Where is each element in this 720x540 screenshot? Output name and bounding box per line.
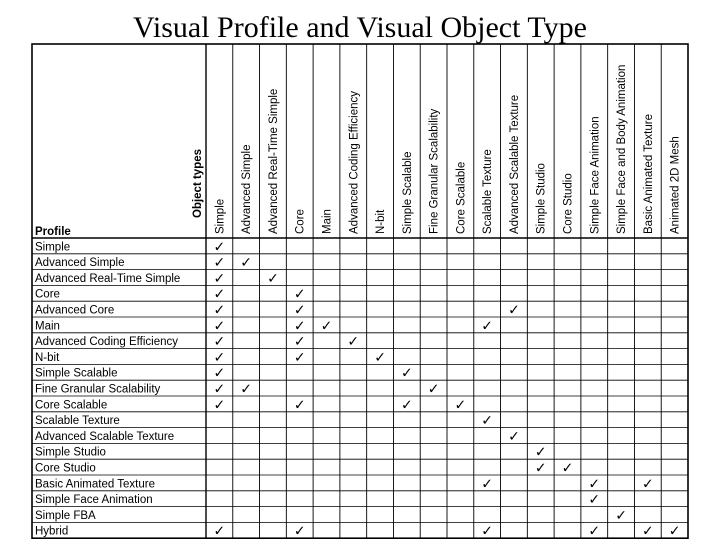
check-mark: ✓ — [213, 302, 226, 319]
row-profile-label: Advanced Real-Time Simple — [35, 272, 181, 285]
check-mark: ✓ — [427, 381, 440, 398]
row-profile-label: Simple Scalable — [35, 367, 118, 380]
check-mark: ✓ — [213, 349, 226, 366]
row-profile-label: Simple Face Animation — [35, 494, 153, 507]
row-profile-label: Basic Animated Texture — [35, 478, 155, 491]
check-mark: ✓ — [374, 349, 386, 366]
check-mark: ✓ — [534, 460, 547, 477]
check-mark: ✓ — [320, 318, 333, 335]
check-mark: ✓ — [588, 492, 601, 509]
check-mark: ✓ — [641, 476, 654, 493]
row-profile-label: Simple FBA — [35, 509, 96, 522]
column-header: Main — [321, 209, 334, 234]
corner-profile-label: Profile — [35, 226, 71, 238]
column-header: Simple Studio — [535, 163, 548, 234]
check-mark: ✓ — [240, 255, 253, 272]
check-mark: ✓ — [213, 286, 226, 303]
check-mark: ✓ — [213, 365, 226, 382]
column-header: Animated 2D Mesh — [669, 136, 682, 234]
row-profile-label: Advanced Simple — [35, 257, 125, 270]
check-mark: ✓ — [293, 334, 306, 351]
check-mark: ✓ — [293, 318, 306, 335]
row-profile-label: Core Scalable — [35, 399, 108, 412]
check-mark: ✓ — [213, 270, 226, 287]
check-mark: ✓ — [454, 397, 467, 414]
row-profile-label: Main — [35, 320, 60, 333]
check-mark: ✓ — [213, 523, 226, 540]
check-mark: ✓ — [668, 523, 681, 540]
check-mark: ✓ — [508, 428, 520, 445]
column-header: Advanced Scalable Texture — [508, 94, 521, 234]
row-profile-label: Advanced Coding Efficiency — [35, 336, 178, 349]
corner-object-types-label: Object types — [192, 148, 204, 218]
check-mark: ✓ — [293, 302, 306, 319]
check-mark: ✓ — [293, 397, 306, 414]
check-mark: ✓ — [481, 523, 494, 540]
check-mark: ✓ — [293, 286, 306, 303]
column-header: Fine Granular Scalability — [428, 108, 441, 234]
row-profile-label: Core Studio — [35, 462, 96, 475]
check-mark: ✓ — [293, 349, 306, 366]
column-header: Core — [294, 209, 307, 234]
check-mark: ✓ — [213, 334, 226, 351]
slide-title: Visual Profile and Visual Object Type — [133, 11, 587, 44]
check-mark: ✓ — [534, 444, 547, 461]
row-profile-label: Simple Studio — [35, 446, 106, 459]
check-mark: ✓ — [213, 255, 226, 272]
row-profile-label: Simple — [35, 241, 71, 254]
check-mark: ✓ — [588, 523, 601, 540]
check-mark: ✓ — [561, 460, 574, 477]
check-mark: ✓ — [481, 476, 494, 493]
row-profile-label: Scalable Texture — [35, 415, 120, 428]
check-mark: ✓ — [240, 381, 253, 398]
check-mark: ✓ — [481, 318, 494, 335]
check-mark: ✓ — [400, 365, 413, 382]
row-profile-label: N-bit — [35, 351, 60, 364]
row-profile-label: Hybrid — [35, 525, 69, 538]
row-profile-label: Advanced Scalable Texture — [35, 430, 175, 443]
check-mark: ✓ — [481, 413, 494, 430]
check-mark: ✓ — [213, 239, 226, 256]
check-mark: ✓ — [213, 397, 226, 414]
check-mark: ✓ — [400, 397, 413, 414]
column-header: Simple Scalable — [401, 151, 414, 234]
column-header: Advanced Coding Efficiency — [348, 91, 361, 234]
column-header: Core Scalable — [455, 161, 468, 234]
check-mark: ✓ — [615, 507, 627, 524]
check-mark: ✓ — [347, 334, 360, 351]
column-header: Advanced Simple — [241, 144, 254, 234]
check-mark: ✓ — [293, 523, 306, 540]
check-mark: ✓ — [213, 318, 226, 335]
column-header: Simple — [214, 198, 227, 234]
column-header: Scalable Texture — [482, 149, 495, 234]
row-profile-label: Advanced Core — [35, 304, 115, 317]
column-header: N-bit — [375, 209, 388, 234]
column-header: Basic Animated Texture — [642, 114, 655, 234]
check-mark: ✓ — [267, 270, 279, 287]
check-mark: ✓ — [641, 523, 654, 540]
row-profile-label: Core — [35, 288, 60, 301]
column-header: Advanced Real-Time Simple — [267, 88, 280, 234]
column-header: Simple Face Animation — [589, 116, 602, 234]
column-header: Simple Face and Body Animation — [616, 64, 629, 234]
check-mark: ✓ — [588, 476, 601, 493]
row-profile-label: Fine Granular Scalability — [35, 383, 161, 396]
column-header: Core Studio — [562, 173, 575, 234]
check-mark: ✓ — [508, 302, 520, 319]
check-mark: ✓ — [213, 381, 226, 398]
